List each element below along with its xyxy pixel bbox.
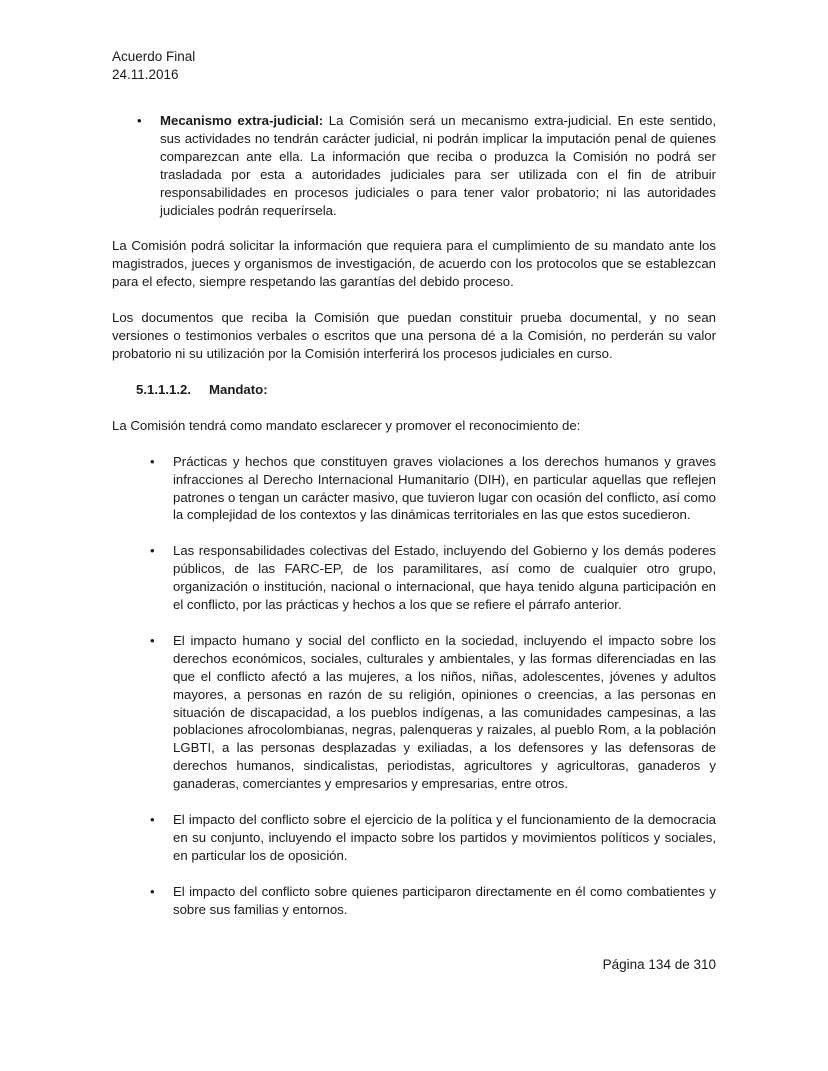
list-item: • Prácticas y hechos que constituyen graves violaciones a los derechos humanos y graves infracciones al Derecho Internacional Humanitario (DIH), en particular aquellas que reflejen patrones o tengan un carácter masivo, que tuvieron lugar con ocasión del conflicto, así como la complejidad de los contextos y las dinámicas territoriales en las que estos sucedieron. <box>173 453 716 525</box>
page-body <box>112 112 716 919</box>
section-heading <box>136 381 716 399</box>
bullet-label: Mecanismo extra-judicial: <box>160 113 324 128</box>
paragraph-information-request: La Comisión podrá solicitar la información que requiera para el cumplimiento de su mandato ante los magistrados, jueces y organismos de investigación, de acuerdo con los protocolos que se establezcan para el efecto, siempre respetando las garantías del debido proceso. <box>112 238 716 290</box>
paragraph-documents: Los documentos que reciba la Comisión que puedan constituir prueba documental, y no sean versiones o testimonios verbales o escritos que una persona dé a la Comisión, no perderán su valor probatorio ni su utilización por la Comisión interferirá los procesos judiciales en curso. <box>112 310 716 361</box>
bullet-text: La Comisión será un mecanismo extra-judicial. En este sentido, sus actividades no tendrán carácter judicial, ni podrán implicar la imputación penal de quienes comparezcan ante ella. La información que reciba o produzca la Comisión no podrá ser trasladada por esta a autoridades judiciales para ser utilizada con el fin de atribuir responsabilidades en procesos judiciales o para tener valor probatorio; ni las autoridades judiciales podrán requerírsela. <box>160 113 716 218</box>
section-number: 5.1.1.1.2. <box>136 381 191 397</box>
bullet-extrajudicial <box>160 112 716 219</box>
document-title: Acuerdo Final <box>112 49 196 64</box>
page-header <box>112 48 195 84</box>
list-item: • El impacto humano y social del conflicto en la sociedad, incluyendo el impacto sobre los derechos económicos, sociales, culturales y ambientales, y las formas diferenciadas en las que el conflicto afectó a las mujeres, a los niños, niñas, adolescentes, jóvenes y adultos mayores, a personas en razón de su religión, opiniones o creencias, a las personas en situación de discapacidad, a los pueblos indígenas, a las comunidades campesinas, a las poblaciones afrocolombianas, negras, palenqueras y raizales, al pueblo Rom, a la población LGBTI, a las personas desplazadas y exiliadas, a los defensores y las defensoras de derechos humanos, sindicalistas, periodistas, agricultores y agricultoras, ganaderos y ganaderas, comerciantes y empresarios y empresarias, entre otros. <box>173 632 716 793</box>
document-date: 24.11.2016 <box>112 67 179 82</box>
mandate-intro: La Comisión tendrá como mandato esclarecer y promover el reconocimiento de: <box>112 417 581 433</box>
list-item: • El impacto del conflicto sobre quienes participaron directamente en él como combatientes y sobre sus familias y entornos. <box>173 883 716 919</box>
list-item: • Las responsabilidades colectivas del Estado, incluyendo del Gobierno y los demás poderes públicos, de las FARC-EP, de los paramilitares, así como de cualquier otro grupo, organización o institución, nacional o internacional, que haya tenido alguna participación en el conflicto, por las prácticas y hechos a los que se refiere el párrafo anterior. <box>173 542 716 614</box>
page-number: Página 134 de 310 <box>602 957 716 972</box>
mandate-list <box>112 453 716 919</box>
list-item: • El impacto del conflicto sobre el ejercicio de la política y el funcionamiento de la democracia en su conjunto, incluyendo el impacto sobre los partidos y movimientos políticos y sociales, en particular los de oposición. <box>173 811 716 865</box>
section-title: Mandato: <box>209 381 268 397</box>
